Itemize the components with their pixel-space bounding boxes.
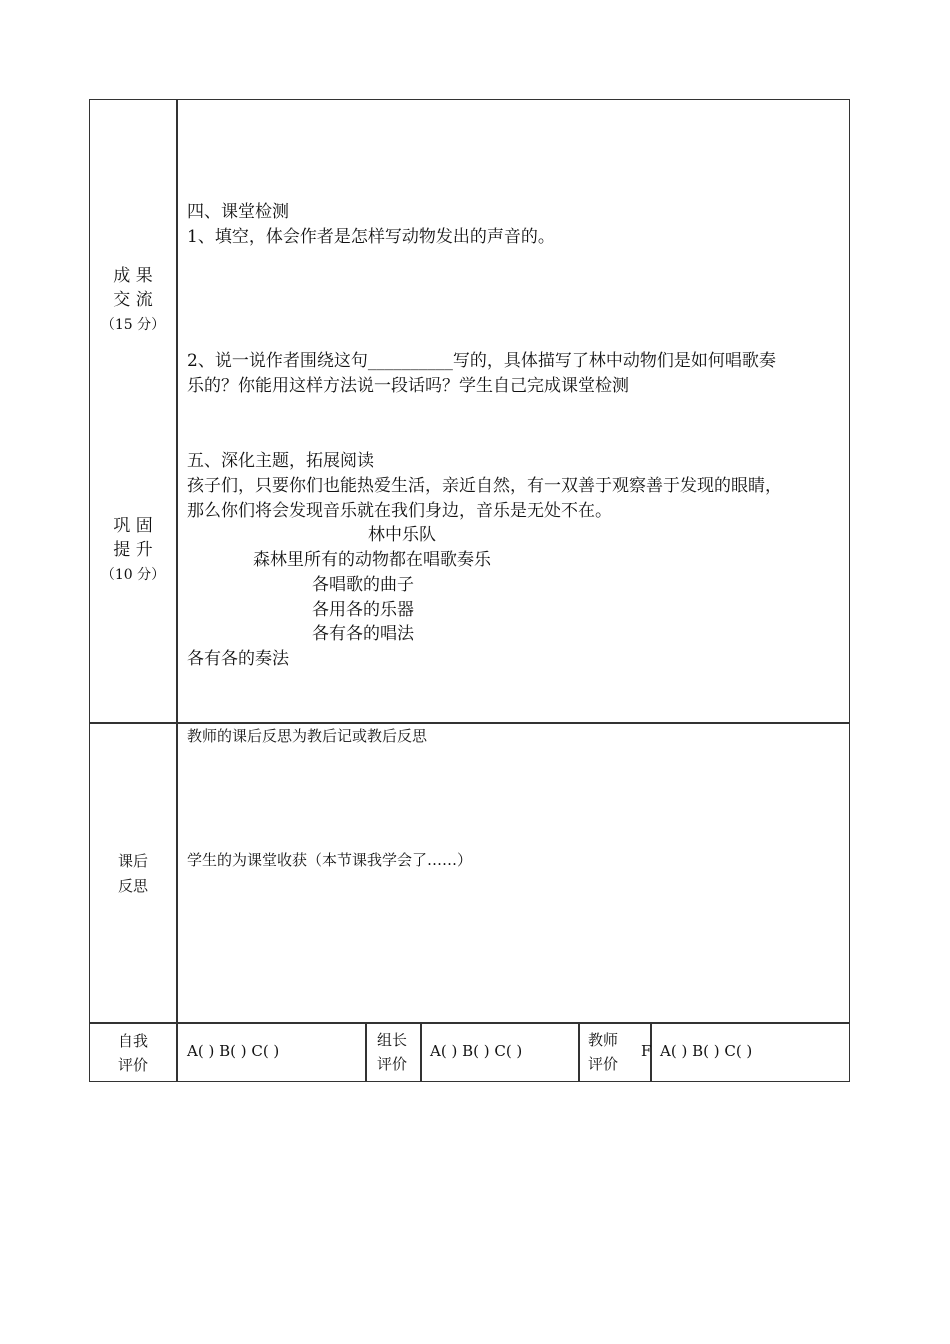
teacher-eval-label-line1: 教师 [588, 1031, 619, 1049]
label-reflection-line2: 反思 [117, 877, 148, 895]
eval-divider-3 [578, 1022, 580, 1082]
section4-question-2-line2: 乐的？你能用这样方法说一段话吗？学生自己完成课堂检测 [187, 376, 629, 396]
label-achievement-score: （15 分） [100, 317, 166, 333]
section4-heading: 四、课堂检测 [187, 202, 289, 222]
eval-divider-2 [420, 1022, 422, 1082]
label-consolidate-score: （10 分） [100, 567, 166, 583]
poem-line-2: 各唱歌的曲子 [312, 575, 414, 595]
leader-eval-grades: A( ) B( ) C( ) [430, 1042, 523, 1060]
label-reflection-line1: 课后 [117, 852, 148, 870]
label-achievement-line2: 交 流 [113, 290, 153, 310]
teacher-eval-label-line2: 评价 [588, 1055, 619, 1073]
label-achievement-line1: 成 果 [113, 266, 153, 286]
section4-question-1: 1、填空，体会作者是怎样写动物发出的声音的。 [187, 227, 555, 247]
poem-line-4: 各有各的唱法 [312, 624, 414, 644]
leader-eval-label-line1: 组长 [377, 1031, 408, 1049]
label-consolidate-line1: 巩 固 [113, 516, 153, 536]
poem-line-1: 森林里所有的动物都在唱歌奏乐 [253, 550, 491, 570]
left-column-divider [176, 99, 178, 1082]
teacher-reflection: 教师的课后反思为教后记或教后反思 [187, 727, 428, 745]
poem-line-3: 各用各的乐器 [312, 600, 414, 620]
student-reflection: 学生的为课堂收获（本节课我学会了……） [187, 851, 473, 869]
teacher-eval-grades: A( ) B( ) C( ) [660, 1042, 753, 1060]
label-consolidate-line2: 提 升 [113, 540, 153, 560]
leader-eval-label-line2: 评价 [377, 1055, 408, 1073]
label-self-eval-line2: 评价 [117, 1056, 148, 1074]
teacher-eval-stray-char: F [641, 1042, 652, 1060]
section5-heading: 五、深化主题，拓展阅读 [187, 451, 374, 471]
section5-paragraph-line1: 孩子们，只要你们也能热爱生活，亲近自然，有一双善于观察善于发现的眼睛， [187, 476, 782, 496]
section5-paragraph-line2: 那么你们将会发现音乐就在我们身边，音乐是无处不在。 [187, 501, 612, 521]
section4-question-2-line1: 2、说一说作者围绕这句__________写的，具体描写了林中动物们是如何唱歌奏 [187, 351, 776, 371]
eval-divider-1 [365, 1022, 367, 1082]
row-divider-evaluation [89, 1022, 850, 1024]
label-self-eval-line1: 自我 [117, 1032, 148, 1050]
row-divider-reflection [89, 722, 850, 724]
poem-title: 林中乐队 [368, 525, 436, 545]
self-eval-grades: A( ) B( ) C( ) [187, 1042, 280, 1060]
poem-line-5: 各有各的奏法 [187, 649, 289, 669]
